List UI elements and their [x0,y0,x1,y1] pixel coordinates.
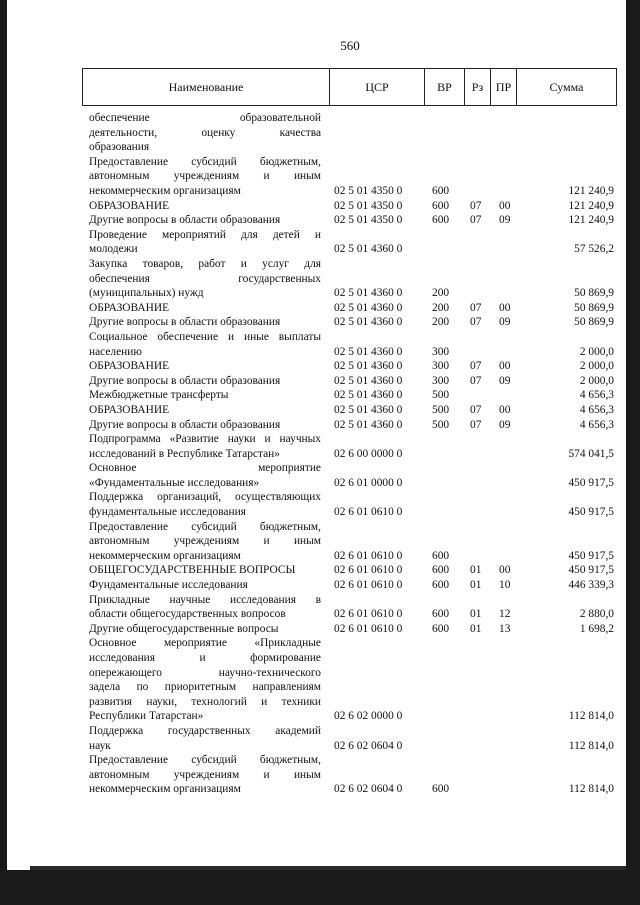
row-pr: 00 [499,301,511,314]
row-name-line: развития науки, технологий и техники [89,695,321,708]
row-vr: 600 [432,783,450,796]
row-sum: 50 869,9 [574,287,614,300]
row-name-line: деятельности, оценку качества [89,126,321,139]
row-name [89,213,321,228]
table-body [0,111,640,797]
row-csr: 02 6 01 0610 0 [334,622,403,635]
row-sum: 4 656,3 [579,403,614,416]
row-csr: 02 6 02 0604 0 [334,739,403,752]
row-vr: 600 [432,549,450,562]
row-csr: 02 6 01 0000 0 [334,476,403,489]
row-vr: 200 [432,287,450,300]
row-csr: 02 5 01 4350 0 [334,199,403,212]
row-name-line: населению [89,345,142,358]
row-name [89,199,321,214]
row-name-line: (муниципальных) нужд [89,287,204,300]
row-name [89,563,321,578]
table-row [0,155,640,199]
row-sum: 450 917,5 [568,564,614,577]
row-vr: 500 [432,389,450,402]
row-name-line: Другие вопросы в области образования [89,374,281,387]
row-rz: 07 [470,360,482,373]
row-pr: 09 [499,374,511,387]
row-vr: 600 [432,608,450,621]
row-csr: 02 5 01 4350 0 [334,214,403,227]
row-name-line: ОБРАЗОВАНИЕ [89,301,170,314]
row-name-line: Закупка товаров, работ и услуг для [89,257,321,270]
header-csr: ЦСР [330,69,425,105]
row-name-line: наук [89,739,111,752]
row-rz: 07 [470,301,482,314]
row-name [89,111,321,155]
row-name-line: Основное мероприятие «Прикладные [89,637,321,650]
row-name [89,359,321,374]
row-name-line: исследования и формирование [89,652,321,665]
table-row [0,403,640,418]
row-name-line: Подпрограмма «Развитие науки и научных [89,433,321,446]
row-vr: 500 [432,418,450,431]
row-name-line: некоммерческим организациям [89,783,241,796]
row-pr: 00 [499,199,511,212]
row-sum: 2 000,0 [579,374,614,387]
row-name-line: некоммерческим организациям [89,549,241,562]
row-vr: 600 [432,564,450,577]
table-row [0,388,640,403]
row-vr: 200 [432,301,450,314]
row-vr: 200 [432,316,450,329]
row-name-line: Проведение мероприятий для детей и [89,228,321,241]
row-csr: 02 5 01 4360 0 [334,243,403,256]
header-pr: ПР [491,69,517,105]
row-name [89,155,321,199]
row-pr: 09 [499,316,511,329]
row-sum: 1 698,2 [579,622,614,635]
row-pr: 10 [499,579,511,592]
row-name [89,374,321,389]
row-pr: 13 [499,622,511,635]
row-name-line: Прикладные научные исследования в [89,593,321,606]
row-name-line: автономным учреждениям и иным [89,535,321,548]
row-vr: 600 [432,199,450,212]
row-name [89,520,321,564]
row-sum: 2 000,0 [579,345,614,358]
row-name-line: Другие вопросы в области образования [89,316,281,329]
row-name [89,593,321,622]
row-name-line: Предоставление субсидий бюджетным, [89,155,321,168]
row-name-line: Основное мероприятие [89,462,321,475]
row-name-line: Другие вопросы в области образования [89,418,281,431]
header-rz: Рз [465,69,491,105]
row-name [89,228,321,257]
row-name-line: Социальное обеспечение и иные выплаты [89,330,321,343]
table-row [0,228,640,257]
row-name-line: автономным учреждениям и иным [89,768,321,781]
table-row [0,578,640,593]
row-sum: 57 526,2 [574,243,614,256]
row-rz: 01 [470,579,482,592]
row-name-line: обеспечения государственных [89,272,321,285]
row-sum: 446 339,3 [568,579,614,592]
row-rz: 07 [470,374,482,387]
row-name [89,315,321,330]
row-vr: 300 [432,360,450,373]
row-name-line: ОБРАЗОВАНИЕ [89,360,170,373]
header-sum: Сумма [549,80,584,94]
row-name-line: автономным учреждениям и иным [89,170,321,183]
row-csr: 02 5 01 4360 0 [334,389,403,402]
row-rz: 01 [470,608,482,621]
row-csr: 02 6 02 0000 0 [334,710,403,723]
row-name-line: фундаментальные исследования [89,506,246,519]
row-csr: 02 5 01 4350 0 [334,184,403,197]
row-name-line: «Фундаментальные исследования» [89,476,260,489]
table-row [0,359,640,374]
row-csr: 02 5 01 4360 0 [334,403,403,416]
row-name-line: ОБРАЗОВАНИЕ [89,199,170,212]
row-name [89,257,321,301]
row-sum: 574 041,5 [568,447,614,460]
table-row [0,199,640,214]
row-sum: 450 917,5 [568,549,614,562]
row-vr: 600 [432,214,450,227]
row-sum: 121 240,9 [568,214,614,227]
row-csr: 02 5 01 4360 0 [334,345,403,358]
row-sum: 2 000,0 [579,360,614,373]
row-name-line: Межбюджетные трансферты [89,389,229,402]
row-name-line: Предоставление субсидий бюджетным, [89,520,321,533]
row-sum: 450 917,5 [568,476,614,489]
row-pr: 12 [499,608,511,621]
table-row [0,432,640,461]
row-csr: 02 6 01 0610 0 [334,608,403,621]
row-name-line: Республики Татарстан» [89,710,204,723]
row-sum: 50 869,9 [574,301,614,314]
row-csr: 02 5 01 4360 0 [334,316,403,329]
table-row [0,315,640,330]
row-name-line: образования [89,141,150,154]
row-name [89,418,321,433]
row-name-line: Предоставление субсидий бюджетным, [89,754,321,767]
table-row [0,520,640,564]
row-csr: 02 6 01 0610 0 [334,549,403,562]
row-name-line: ОБРАЗОВАНИЕ [89,403,170,416]
row-name [89,636,321,724]
table-row [0,724,640,753]
row-name-line: ОБЩЕГОСУДАРСТВЕННЫЕ ВОПРОСЫ [89,564,296,577]
row-name [89,461,321,490]
row-name [89,622,321,637]
row-vr: 600 [432,184,450,197]
row-csr: 02 6 02 0604 0 [334,783,403,796]
row-vr: 300 [432,374,450,387]
table-row [0,330,640,359]
row-csr: 02 5 01 4360 0 [334,374,403,387]
row-name [89,753,321,797]
row-pr: 09 [499,214,511,227]
row-vr: 300 [432,345,450,358]
table-row [0,213,640,228]
row-pr: 00 [499,564,511,577]
row-name [89,330,321,359]
row-name-line: Поддержка государственных академий [89,725,321,738]
row-rz: 01 [470,622,482,635]
table-row [0,257,640,301]
row-name [89,403,321,418]
row-pr: 00 [499,403,511,416]
row-vr: 500 [432,403,450,416]
row-rz: 07 [470,214,482,227]
row-name [89,301,321,316]
row-csr: 02 6 01 0610 0 [334,579,403,592]
row-sum: 112 814,0 [568,783,614,796]
row-csr: 02 5 01 4360 0 [334,301,403,314]
row-rz: 07 [470,403,482,416]
row-name-line: Другие общегосударственные вопросы [89,622,279,635]
row-name [89,578,321,593]
row-name [89,432,321,461]
table-header [82,68,617,106]
row-csr: 02 6 00 0000 0 [334,447,403,460]
row-sum: 450 917,5 [568,506,614,519]
row-name-line: Поддержка организаций, осуществляющих [89,491,321,504]
row-csr: 02 5 01 4360 0 [334,418,403,431]
row-name [89,724,321,753]
row-vr: 600 [432,579,450,592]
row-vr: 600 [432,622,450,635]
row-pr: 09 [499,418,511,431]
header-vr: ВР [425,69,465,105]
table-row [0,490,640,519]
row-csr: 02 6 01 0610 0 [334,506,403,519]
page-number: 560 [340,38,360,53]
row-sum: 121 240,9 [568,184,614,197]
row-sum: 121 240,9 [568,199,614,212]
table-row [0,622,640,637]
table-row [0,563,640,578]
row-sum: 50 869,9 [574,316,614,329]
row-name-line: опережающего научно-технического [89,666,321,679]
row-name-line: области общегосударственных вопросов [89,608,286,621]
table-row [0,636,640,724]
row-sum: 4 656,3 [579,418,614,431]
table-row [0,418,640,433]
row-pr: 00 [499,360,511,373]
table-row [0,461,640,490]
row-name-line: Фундаментальные исследования [89,579,248,592]
row-name-line: задела по приоритетным направлениям [89,681,321,694]
table-row [0,301,640,316]
header-name: Наименование [83,69,330,105]
row-rz: 07 [470,418,482,431]
row-name-line: Другие вопросы в области образования [89,214,281,227]
table-row [0,593,640,622]
row-sum: 2 880,0 [579,608,614,621]
row-csr: 02 5 01 4360 0 [334,360,403,373]
row-csr: 02 6 01 0610 0 [334,564,403,577]
row-rz: 07 [470,199,482,212]
row-rz: 01 [470,564,482,577]
row-name-line: молодежи [89,243,138,256]
row-sum: 4 656,3 [579,389,614,402]
row-name-line: исследований в Республике Татарстан» [89,447,280,460]
row-csr: 02 5 01 4360 0 [334,287,403,300]
row-name [89,490,321,519]
row-name [89,388,321,403]
row-name-line: некоммерческим организациям [89,184,241,197]
row-rz: 07 [470,316,482,329]
table-row [0,374,640,389]
scan-edge-bottom [0,870,640,905]
row-sum: 112 814,0 [568,739,614,752]
row-sum: 112 814,0 [568,710,614,723]
table-row [0,111,640,155]
row-name-line: обеспечение образовательной [89,112,321,124]
table-row [0,753,640,797]
